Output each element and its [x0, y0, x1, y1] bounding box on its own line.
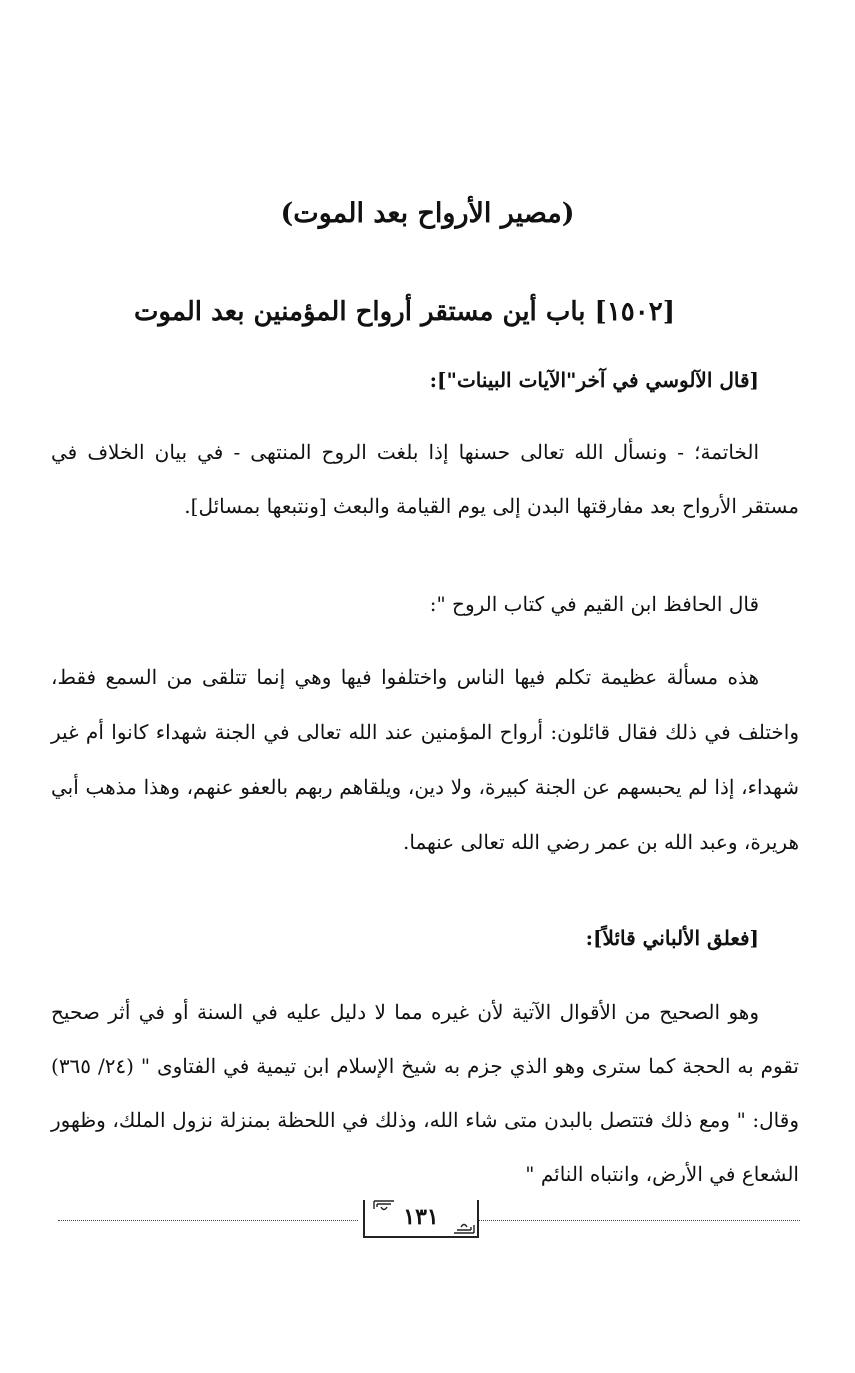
sahih-paragraph: وهو الصحيح من الأقوال الآتية لأن غيره مما لا دليل عليه في السنة أو في أثر صحيح تقوم به الحجة كما سترى وهو الذي جزم به شيخ الإسلام ابن تيمية في الفتاوى " (٢٤/ ٣٦٥) وقال: " ومع ذلك فتتصل بالبدن متى شاء الله، وذلك في اللحظة بمنزلة نزول الملك، وظهور الشعاع في الأرض، وانتباه النائم "	[51, 1000, 799, 1186]
footer-rule-left	[58, 1220, 358, 1221]
chapter-title: (مصير الأرواح بعد الموت)	[280, 198, 575, 229]
page-number: ١٣١	[403, 1204, 439, 1230]
section-heading: [١٥٠٢] باب أين مستقر أرواح المؤمنين بعد الموت	[133, 297, 675, 327]
albani-comment-label: [فعلق الألباني قائلاً]:	[585, 926, 759, 950]
khatima-paragraph: الخاتمة؛ - ونسأل الله تعالى حسنها إذا بلغت الروح المنتهى - في بيان الخلاف في مستقر الأرواح بعد مفارقتها البدن إلى يوم القيامة والبعث [ونتبعها بمسائل].	[51, 440, 799, 518]
page-number-frame	[363, 1200, 479, 1238]
footer-rule-right	[478, 1220, 800, 1221]
ornament-icon	[453, 1220, 475, 1234]
ibn-qayyim-citation: قال الحافظ ابن القيم في كتاب الروح ":	[429, 592, 759, 616]
page-footer	[58, 1196, 800, 1246]
alusi-citation-label: [قال الآلوسي في آخر"الآيات البينات"]:	[429, 368, 759, 392]
masala-paragraph: هذه مسألة عظيمة تكلم فيها الناس واختلفوا فيها وهي إنما تتلقى من السمع فقط، واختلف في ذلك فقال قائلون: أرواح المؤمنين عند الله تعالى في الجنة شهداء كانوا أم غير شهداء، إذا لم يحبسهم عن الجنة كبيرة، ولا دين، ويلقاهم ربهم بالعفو عنهم، وهذا مذهب أبي هريرة، وعبد الله بن عمر رضي الله تعالى عنهما.	[51, 665, 799, 854]
